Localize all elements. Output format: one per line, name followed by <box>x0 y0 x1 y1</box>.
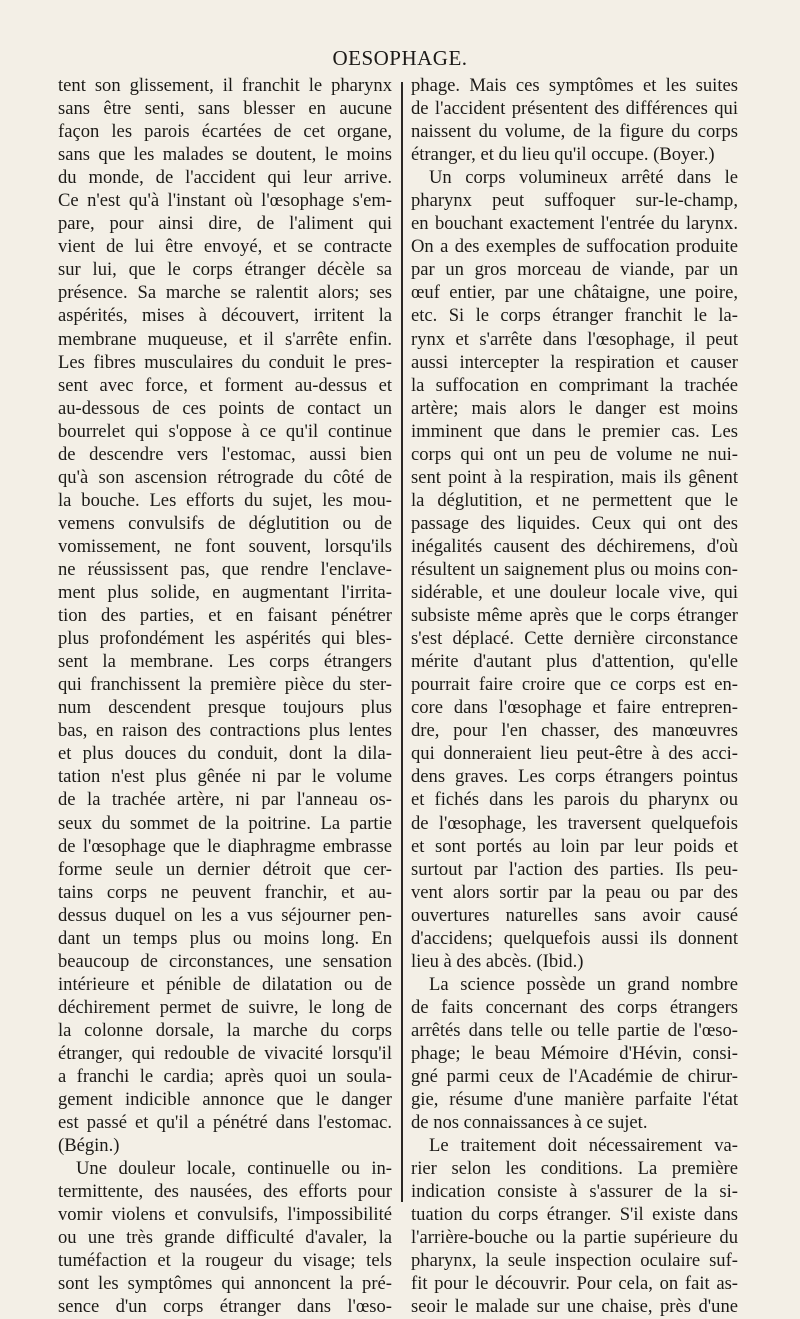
text-line: lieu à des abcès. (Ibid.) <box>411 950 584 972</box>
text-line: la déglutition, et ne permettent que le <box>411 489 738 511</box>
text-line: Les fibres musculaires du conduit le pres- <box>58 351 392 373</box>
text-line: sent point à la respiration, mais ils gênent <box>411 466 738 488</box>
text-line: de descendre vers l'estomac, aussi bien <box>58 443 392 465</box>
text-line: subsiste même après que le corps étranger <box>411 605 738 627</box>
text-line: indication consiste à s'assurer de la si- <box>411 1181 738 1203</box>
text-line: vomissement, ne font souvent, lorsqu'ils <box>58 535 392 557</box>
text-line: surtout par l'action des parties. Ils peu- <box>411 858 738 880</box>
text-line: tuméfaction et la rougeur du visage; tels <box>58 1250 392 1272</box>
text-line: tation n'est plus gênée ni par le volume <box>58 766 392 788</box>
text-line: résultent un saignement plus ou moins con- <box>411 558 738 580</box>
text-line: présence. Sa marche se ralentit alors; ses <box>58 282 392 304</box>
text-line: intérieure et pénible de dilatation ou de <box>58 973 392 995</box>
text-line: bas, en raison des contractions plus lentes <box>58 720 392 742</box>
text-line: sent avec force, et forment au-dessus et <box>58 374 392 396</box>
text-line: imminent que dans le premier cas. Les <box>411 420 738 442</box>
text-line: mérite d'autant plus d'attention, qu'elle <box>411 651 738 673</box>
text-line: vomir violens et convulsifs, l'impossibilité <box>58 1204 392 1226</box>
text-line: de nos connaissances à ce sujet. <box>411 1112 648 1134</box>
text-line: seux du sommet de la poitrine. La partie <box>58 812 392 834</box>
text-line: la suffocation en comprimant la trachée <box>411 374 738 396</box>
column-divider <box>401 82 403 1202</box>
text-line: au-dessous de ces points de contact un <box>58 397 392 419</box>
text-line: de l'accident présentent des différences qui <box>411 98 738 120</box>
text-line: Une douleur locale, continuelle ou in- <box>76 1158 392 1180</box>
text-line: est passé et qu'il a pénétré dans l'estomac. <box>58 1112 392 1134</box>
text-line: d'accidens; quelquefois aussi ils donnent <box>411 927 738 949</box>
text-line: étranger, et du lieu qu'il occupe. (Boyer.) <box>411 144 715 166</box>
text-line: termittente, des nausées, des efforts pour <box>58 1181 392 1203</box>
text-line: et plus douces du conduit, dont la dila- <box>58 743 392 765</box>
text-line: et fichés dans les parois du pharynx ou <box>411 789 738 811</box>
text-line: vemens convulsifs de déglutition ou de <box>58 512 392 534</box>
text-line: sont les symptômes qui annoncent la pré- <box>58 1273 392 1295</box>
text-line: façon les parois écartées de cet organe, <box>58 121 392 143</box>
text-line: rynx et s'arrête dans l'œsophage, il peut <box>411 328 738 350</box>
text-line: la bouche. Les efforts du sujet, les mou- <box>58 489 392 511</box>
text-line: sans être senti, sans blesser en aucune <box>58 98 392 120</box>
text-line: par un gros morceau de viande, par un <box>411 259 738 281</box>
text-line: naissent du volume, de la figure du corps <box>411 121 738 143</box>
text-line: qui franchissent la première pièce du ster- <box>58 674 392 696</box>
text-line: membrane muqueuse, et il s'arrête enfin. <box>58 328 392 350</box>
text-line: ouvertures naturelles sans avoir causé <box>411 904 738 926</box>
text-line: core dans l'œsophage et faire entrepren- <box>411 697 738 719</box>
text-line: ment plus solide, en augmentant l'irrita- <box>58 582 392 604</box>
text-line: (Bégin.) <box>58 1135 120 1157</box>
text-line: sent la membrane. Les corps étrangers <box>58 651 392 673</box>
text-line: de faits concernant des corps étrangers <box>411 996 738 1018</box>
text-line: œuf entier, par une châtaigne, une poire, <box>411 282 738 304</box>
text-line: dant un temps plus ou moins long. En <box>58 927 392 949</box>
text-line: pourrait faire croire que ce corps est en- <box>411 674 738 696</box>
text-line: plus profondément les aspérités qui bles- <box>58 628 392 650</box>
text-line: beaucoup de circonstances, une sensation <box>58 950 392 972</box>
text-line: gement indicible annonce que le danger <box>58 1089 392 1111</box>
text-line: vient de lui être envoyé, et se contracte <box>58 236 392 258</box>
text-line: sidérable, et une douleur locale vive, qui <box>411 582 738 604</box>
text-line: rier selon les conditions. La première <box>411 1158 738 1180</box>
text-line: tuation du corps étranger. S'il existe dans <box>411 1204 738 1226</box>
text-line: en bouchant exactement l'entrée du larynx. <box>411 213 738 235</box>
text-line: l'arrière-bouche ou la partie supérieure du <box>411 1227 738 1249</box>
text-line: a franchi le cardia; après quoi un soula- <box>58 1066 392 1088</box>
text-line: dre, pour l'en chasser, des manœuvres <box>411 720 738 742</box>
left-column <box>58 74 392 1319</box>
text-line: sur lui, que le corps étranger décèle sa <box>58 259 392 281</box>
text-line: de l'œsophage, les traversent quelquefois <box>411 812 738 834</box>
text-line: qu'à son ascension rétrograde du côté de <box>58 466 392 488</box>
text-line: artère; mais alors le danger est moins <box>411 397 738 419</box>
text-line: seoir le malade sur une chaise, près d'une <box>411 1296 738 1318</box>
text-line: s'est déplacé. Cette dernière circonstance <box>411 628 738 650</box>
text-line: aspérités, mises à découvert, irritent la <box>58 305 392 327</box>
text-line: corps qui ont un peu de volume ne nui- <box>411 443 738 465</box>
text-line: ne réussissent pas, que rendre l'enclave- <box>58 558 392 580</box>
text-line: La science possède un grand nombre <box>429 973 738 995</box>
text-line: dessus duquel on les a vus séjourner pen- <box>58 904 392 926</box>
text-line: pharynx, la seule inspection oculaire suf- <box>411 1250 738 1272</box>
text-line: déchirement permet de suivre, le long de <box>58 996 392 1018</box>
text-line: forme seule un dernier détroit que cer- <box>58 858 392 880</box>
text-line: bourrelet qui s'oppose à ce qu'il continue <box>58 420 392 442</box>
right-column <box>411 74 738 1319</box>
text-line: sans que les malades se doutent, le moins <box>58 144 392 166</box>
text-line: de la trachée artère, ni par l'anneau os- <box>58 789 392 811</box>
text-line: ou une très grande difficulté d'avaler, la <box>58 1227 392 1249</box>
text-line: tion des parties, et en faisant pénétrer <box>58 605 392 627</box>
text-line: passage des liquides. Ceux qui ont des <box>411 512 738 534</box>
text-line: Le traitement doit nécessairement va- <box>429 1135 738 1157</box>
text-line: fit pour le découvrir. Pour cela, on fait as- <box>411 1273 738 1295</box>
text-line: phage; le beau Mémoire d'Hévin, consi- <box>411 1042 738 1064</box>
text-line: pharynx peut suffoquer sur-le-champ, <box>411 190 738 212</box>
text-line: phage. Mais ces symptômes et les suites <box>411 75 738 96</box>
running-header: OESOPHAGE. <box>332 46 468 70</box>
text-line: la colonne dorsale, la marche du corps <box>58 1019 392 1041</box>
text-line: sence d'un corps étranger dans l'œso- <box>58 1296 392 1318</box>
text-line: aussi intercepter la respiration et causer <box>411 351 738 373</box>
text-line: et sont portés au loin par leur poids et <box>411 835 738 857</box>
text-line: vent alors sortir par la peau ou par des <box>411 881 738 903</box>
text-line: Un corps volumineux arrêté dans le <box>429 167 738 189</box>
text-line: de l'œsophage que le diaphragme embrasse <box>58 835 392 857</box>
text-line: etc. Si le corps étranger franchit le la- <box>411 305 738 327</box>
text-line: tent son glissement, il franchit le pharynx <box>58 75 392 96</box>
text-line: du monde, de l'accident qui leur arrive. <box>58 167 392 189</box>
text-line: Ce n'est qu'à l'instant où l'œsophage s'em- <box>58 190 392 212</box>
text-line: gie, résume d'une manière parfaite l'état <box>411 1089 738 1111</box>
text-line: inégalités causent des déchiremens, d'où <box>411 535 738 557</box>
text-line: qui donneraient lieu peut-être à des acci- <box>411 743 738 765</box>
text-line: dens graves. Les corps étrangers pointus <box>411 766 738 788</box>
text-line: On a des exemples de suffocation produite <box>411 236 738 258</box>
text-line: tains corps ne peuvent franchir, et au- <box>58 881 392 903</box>
text-line: gné parmi ceux de l'Académie de chirur- <box>411 1066 738 1088</box>
text-line: pare, pour ainsi dire, de l'aliment qui <box>58 213 392 235</box>
text-line: num descendent presque toujours plus <box>58 697 392 719</box>
text-line: arrêtés dans telle ou telle partie de l'œso- <box>411 1019 738 1041</box>
text-line: étranger, qui redouble de vivacité lorsqu'il <box>58 1042 392 1064</box>
